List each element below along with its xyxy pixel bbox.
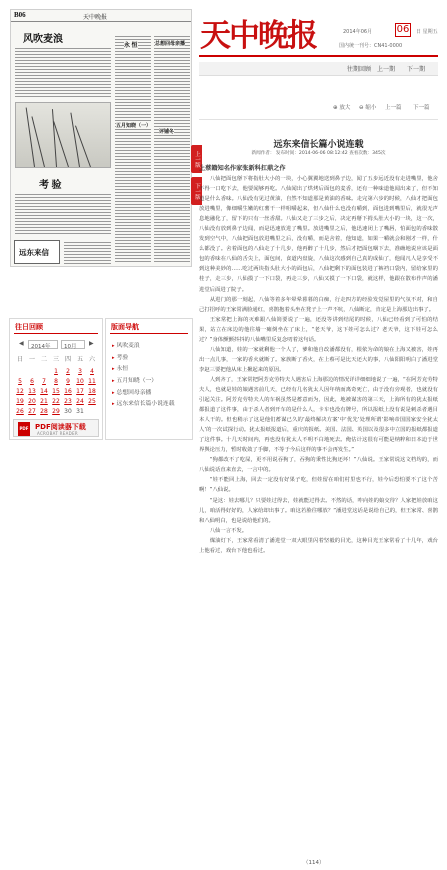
- month-selector: [14, 340, 98, 350]
- calendar-day[interactable]: 18: [88, 388, 96, 395]
- page-number: （114）: [303, 860, 325, 866]
- divider: [110, 333, 188, 334]
- calendar-day[interactable]: 12: [16, 388, 24, 395]
- zoom-out-button[interactable]: ⊖ 缩小: [359, 105, 377, 111]
- prev-month-arrow-icon[interactable]: ◀: [19, 340, 24, 347]
- calendar-day[interactable]: 3: [78, 368, 82, 375]
- weekday-label: 三: [52, 356, 59, 363]
- weekday-label: 四: [64, 356, 71, 363]
- paper-headline: 远东来信: [19, 248, 49, 257]
- calendar-day[interactable]: 27: [28, 408, 36, 415]
- divider: [14, 333, 98, 334]
- calendar-day[interactable]: [86, 407, 98, 417]
- calendar-day[interactable]: 23: [64, 398, 72, 405]
- next-edition-tab[interactable]: 下一版: [191, 177, 202, 205]
- article-paragraph: “狗都改不了吃屎，更不用说吞狗了，吞狗的秉性比狗还坏！”八仙说。王家常说这文档均的，而八仙说话直来直去，一言中的。: [199, 457, 438, 474]
- section-nav-item[interactable]: ▸ 总想回母亲播: [112, 387, 175, 399]
- calendar-day[interactable]: 28: [40, 408, 48, 415]
- section-nav-item[interactable]: ▸ 考验: [112, 352, 175, 364]
- prev-page-link[interactable]: 上一期: [377, 66, 396, 73]
- header-rule: [199, 55, 438, 57]
- calendar-day[interactable]: [14, 367, 26, 377]
- paper-headline: 风吹麦浪: [23, 30, 63, 45]
- weekday-label: 二: [40, 356, 47, 363]
- article-subtitle: 上蔡籍知名作家张新科扛鼎之作: [199, 165, 286, 172]
- calendar-day[interactable]: 22: [52, 398, 60, 405]
- paper-column-heading: 永 恒: [124, 40, 138, 49]
- zoom-in-button[interactable]: ⊕ 放大: [333, 105, 351, 111]
- article-paragraph: 八仙一言不发。: [209, 527, 248, 534]
- calendar-day[interactable]: 10: [76, 378, 84, 385]
- calendar-day[interactable]: 26: [16, 408, 24, 415]
- calendar-day[interactable]: 24: [76, 398, 84, 405]
- calendar-weekdays: [14, 355, 98, 365]
- paper-headline: 考 验: [39, 176, 62, 191]
- calendar-day[interactable]: 2: [66, 368, 70, 375]
- article-meta: 新闻作者： 发布时间：2014-06-06 08:12:42 查看次数：345次: [251, 151, 386, 156]
- calendar-title: 往日回顾: [15, 323, 43, 331]
- prev-issue-link[interactable]: 往期回顾: [347, 66, 372, 73]
- weekday-label: 五: [76, 356, 83, 363]
- calendar-day[interactable]: 29: [52, 408, 60, 415]
- calendar-panel: [9, 318, 103, 440]
- paper-header: [11, 10, 191, 22]
- newspaper-page-thumbnail[interactable]: [10, 9, 192, 267]
- pdf-icon: PDF: [18, 422, 30, 436]
- calendar-week: [14, 367, 98, 377]
- calendar-day[interactable]: 30: [64, 408, 72, 415]
- month-select[interactable]: 10月: [61, 340, 85, 349]
- article-paragraph: 八仙知道，娃的一家就剩他一个人了，爹和他自改潘都没有，根依为命的娘在上海又被害，娃再出一点儿事，一家的香火就断了。家族断了香火，在上蔡可是比天还大的事，八仙阳阳明白了潘进堂李赵三要把他从床上揪起来的原因。: [199, 346, 438, 373]
- weekday-label: 一: [28, 356, 35, 363]
- next-page-link[interactable]: 下一期: [407, 66, 426, 73]
- paper-text-block: [115, 34, 151, 264]
- calendar-day[interactable]: 15: [52, 388, 60, 395]
- calendar-day[interactable]: 25: [88, 398, 96, 405]
- article-toolbar: [199, 100, 438, 114]
- calendar-day[interactable]: 6: [30, 378, 34, 385]
- issue-day: 06: [396, 24, 410, 35]
- article-paragraph: 八仙把面包掰下将指肚大小的一块，小心翼翼地送到鼻子边，闻了五步远近没有走进嘴里，他舍不得一口吃下去，他要闻够再吃。八仙闻出了烘烤后面包的麦香，还有一种味道他闻出来了，但不知道是什么香味。八仙没有见过黄油，自然不知道那是黄油的香味。走完第六步的时候，八仙才把面包放进嘴里，像细嚼生嫩的红薯干一样咀嚼起来，但八仙什么也没有嚼到，面包进到嘴里后，就很无声息地融化了，留下的只有一丝香甜。八仙又走了三步之后，决定再掰下拇头肚大小的一块，这一次，八仙没有放到鼻子边闻，而是迅速放进了嘴里。放进嘴里之后，他迅速闭上了嘴唇，怕面包的香味散发到空气中，八仙把面包放进嘴里之后，没有嚼，而是舍着，他知道，如果一嚼就会和刚才一样，什么都没了。舍着面包的八仙走了十几步，他再醉了十几步，然后才把面包咽下去，准确地说应该是面包的香味在八仙的舌尖上，面包间，食道内盘旋，八仙这次感到自己真的成仙了，他闻凡人是享受不到这种美妙的……吃过两块指头肚大小的面包后，八仙把剩下的面包装进了裤裆口袋内，留给家里的桂子，走三步，八仙摸了一下口袋，再走三步，八仙又摸了一下口袋，就这样，他跟在散布作声的潘进堂后面进了院子。: [199, 176, 438, 293]
- calendar-day[interactable]: 21: [40, 398, 48, 405]
- cn-code: 国内统一刊号：CN41-0000: [339, 43, 403, 49]
- weekday-label: 日: [16, 356, 23, 363]
- article-paragraph: 人到齐了，王家常把阿芳克劳特夫人遇害后上海那边的情况详详细细地说了一遍，“在阿芳克劳特夫人，也就是娃的娘遇害前几天，已经有几名犹太人因年纳而离奇死亡，由于没有旁观者，也就没有引起关注。阿芳克劳特夫人的车祸虽然是蓄意而为，因此，地被谋害的第三天，上海所有的犹太报纸都报道了这件事，由于杀人者到开车的是什么人，卡车也没有牌号，所以报纸上没有说是刺杀者遇目本人干的。但也稍示了这是他们蓄谋已久的‘最终解决方案’中‘优先’处理所谓‘影响帝国国家安全犹太人’的一次试探行动。犹太报纸报道后，重庆的报纸、美国、法国、英国以及很多中立国的报纸都报道了这件事。十几天时间内，再也没有犹太人不明不白地死去。俺估计这很有可能是纳粹和日本迫于世界舆论压力，暂时收敛了手脚，不等于今后这样的事不会再发生。”: [199, 376, 438, 454]
- article-paragraph: 从进门的那一刻起，八仙等着多年晕晕暮暮的白痴，行走四方的经验发觉屋里的气氛不对，和自己打招呼的王家常满脸通红，喜鹊抱着头坐在凳子上一声不吭，八仙断定，肯定是上海那边出事了。: [199, 296, 438, 313]
- paper-text-block: [154, 34, 190, 264]
- calendar-day[interactable]: 14: [40, 388, 48, 395]
- paper-text-block: [15, 192, 111, 236]
- calendar-day[interactable]: [26, 367, 38, 377]
- paper-text-block: [15, 46, 111, 98]
- pdf-reader-download[interactable]: [13, 419, 99, 437]
- paper-column-heading: 五月知晓（一）: [116, 124, 152, 129]
- next-article-link[interactable]: 下一篇: [413, 105, 430, 111]
- issue-year-month: 2014年06月: [343, 29, 373, 35]
- zoom-out-label: 缩小: [365, 105, 377, 111]
- calendar-day[interactable]: 19: [16, 398, 24, 405]
- article-body: [199, 174, 438, 556]
- section-nav-item[interactable]: ▸ 风吹麦浪: [112, 340, 175, 352]
- section-nav-list: [112, 340, 175, 410]
- section-nav-item[interactable]: ▸ 永恒: [112, 363, 175, 375]
- section-nav-title: 版面导航: [111, 323, 139, 331]
- prev-article-link[interactable]: 上一篇: [385, 105, 402, 111]
- divider: [199, 119, 438, 120]
- paper-text-block: [64, 240, 111, 264]
- calendar-week: [14, 397, 98, 407]
- paper-box: [14, 240, 60, 264]
- prev-edition-tab[interactable]: 上一版: [191, 145, 202, 173]
- calendar-day[interactable]: 31: [76, 408, 84, 415]
- pdf-sub-label: ACROBAT READER: [37, 431, 78, 436]
- article-paragraph: 煤油灯下，王家常看清了潘进堂一双大眼里闪着坚毅的目光，这种目光王家常看了十几年，戏台上他看过，戏台下他也看过。: [199, 537, 438, 554]
- issue-date: [343, 23, 443, 37]
- calendar-day[interactable]: 7: [42, 378, 46, 385]
- calendar-week: [14, 377, 98, 387]
- zoom-in-label: 放大: [339, 105, 351, 111]
- paper-name: 天中晚报: [83, 15, 108, 21]
- article-paragraph: “娃不能回上海，回去一定没有好果子吃，但娃留在咱们村里也不行，娃今后恐怕要不了这个苦啊！”八仙说。: [199, 477, 438, 494]
- calendar-week: [14, 407, 98, 417]
- calendar-day[interactable]: 8: [54, 378, 58, 385]
- calendar-day[interactable]: 1: [54, 368, 58, 375]
- paper-edition: B06: [14, 11, 26, 19]
- calendar-day[interactable]: 13: [28, 388, 36, 395]
- calendar-day[interactable]: 5: [18, 378, 22, 385]
- issue-nav-bar: [199, 62, 438, 76]
- paper-column-heading: 总想回母亲播: [155, 42, 186, 47]
- calendar-day[interactable]: 20: [28, 398, 36, 405]
- calendar-day[interactable]: 11: [88, 378, 96, 385]
- article-title: 远东来信长篇小说连载: [273, 140, 364, 150]
- calendar-day[interactable]: [38, 367, 50, 377]
- calendar-day[interactable]: 9: [66, 378, 70, 385]
- article-paragraph: “是这：娃去哪儿？只要娃过得去，娃就能过得去。不然的话，咋向娃的娘交待？人家把娃放咱这儿，咱活得好好的，人家给却出事了。咱这若脸往哪放？”潘进堂这话是说给自己的，但王家常、喜鹊和八仙明白，也是说给他们的。: [199, 497, 438, 524]
- issue-weekday: 日 星期五: [416, 29, 438, 35]
- calendar-day[interactable]: 4: [90, 368, 94, 375]
- paper-photo: [15, 102, 111, 168]
- year-select[interactable]: 2014年: [28, 340, 58, 349]
- calendar-week: [14, 387, 98, 397]
- section-nav-item[interactable]: ▸ 五月知晓（一）: [112, 375, 175, 387]
- next-month-arrow-icon[interactable]: ▶: [89, 340, 94, 347]
- calendar-day[interactable]: 16: [64, 388, 72, 395]
- section-nav-panel: [105, 318, 193, 440]
- pdf-download-label: PDF阅读器下载: [35, 423, 86, 431]
- section-nav-item[interactable]: ▸ 远东来信长篇小说连载: [112, 398, 175, 410]
- article-paragraph: 王家常把上海的灭难跟八仙简要说了一遍，还没等讲到结尾的时候，八仙已经看到了可怕的结果，站立在床边的他往墙一瘫倒坐在了床上，“老天爷，这下娃可怎么过？老天爷，这下娃可怎么过？”身体颤颤抖抖的八仙嘴里反复念叨着这句话。: [199, 316, 438, 343]
- calendar-day[interactable]: 17: [76, 388, 84, 395]
- weekday-label: 六: [88, 356, 95, 363]
- newspaper-logo: 天中晚报: [200, 18, 316, 54]
- paper-column-heading: 评铺冬: [159, 130, 175, 135]
